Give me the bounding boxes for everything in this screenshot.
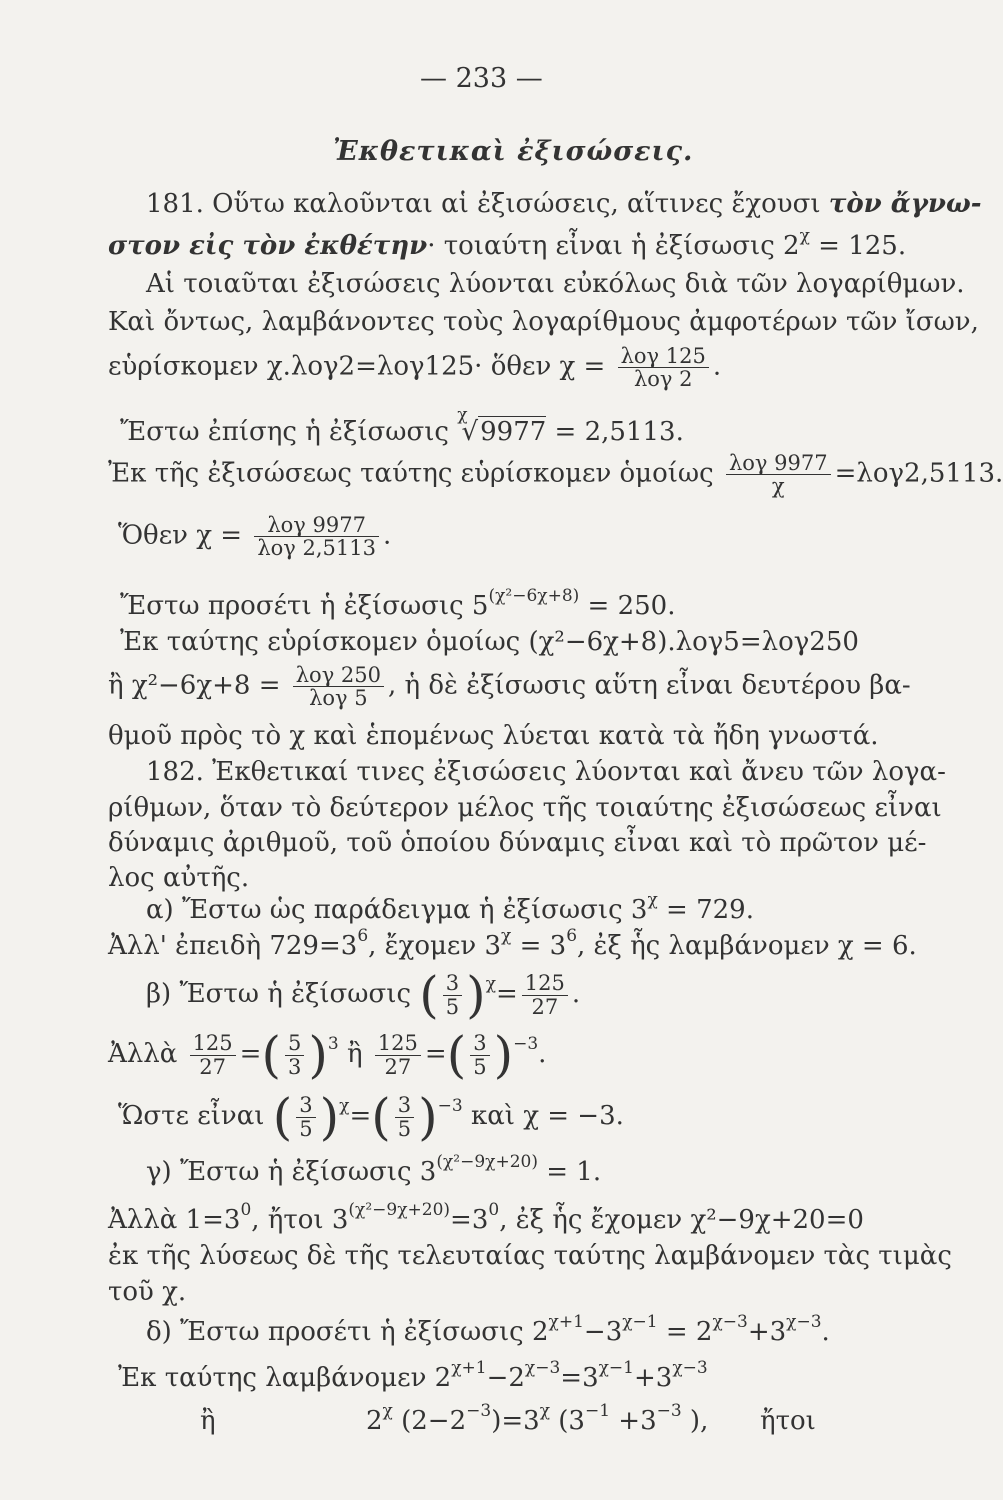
paragraph-182-line-4: λος αὐτῆς. (108, 863, 250, 893)
paragraph-182-line-1: 182. Ἐκθετικαί τινες ἐξισώσεις λύονται καὶ ἄνευ τῶν λογα- (146, 757, 946, 787)
example-b-line-2: Ἀλλὰ $\frac{125}{27}$ =( $\frac{5}{3}$ )$^3$ ἢ $\frac{125}{27}$ =( $\frac{3}{5}$ )$^{-3}$. (108, 1026, 547, 1084)
example-d-line-3c: ἤτοι (760, 1406, 816, 1436)
fraction: $\frac{125}{27}$ (190, 1032, 236, 1077)
fraction: $\frac{125}{27}$ (522, 972, 568, 1017)
paragraph-181-line-5: εὑρίσκομεν χ.λογ2=λογ125· ὅθεν χ = λογ 125 λογ 2 . (108, 344, 722, 392)
fraction: $\frac{3}{5}$ (296, 1094, 315, 1139)
fraction: λογ 250 λογ 5 (293, 664, 384, 709)
example-d-line-3b: $2^\chi$ $(2-2^{-3})=3^\chi$ ($3^{-1} +3^{-3}$ ), (366, 1401, 709, 1436)
example-c-line-1: γ) Ἔστω ἡ ἐξίσωσις $3^{(\chi^2-9\chi+20)} = 1$. (146, 1152, 602, 1187)
equation-log-2: Ὅθεν χ = λογ 9977 λογ 2,5113 . (118, 513, 392, 561)
fraction: $\frac{3}{5}$ (395, 1094, 414, 1139)
equation-root: Ἔστω ἐπίσης ἡ ἐξίσωσις $^\chi$√9977 = 2,5113. (120, 405, 684, 447)
paragraph-181-line-2: στον εἰς τὸν ἐκθέτην· τοιαύτη εἶναι ἡ ἐξίσωσις $2^\chi = 125$. (108, 226, 907, 261)
section-title: Ἐκθετικαὶ ἐξισώσεις. (333, 136, 694, 167)
fraction: $\frac{5}{3}$ (285, 1032, 304, 1077)
paragraph-181-line-3: Αἱ τοιαῦται ἐξισώσεις λύονται εὐκόλως διὰ τῶν λογαρίθμων. (146, 269, 965, 299)
equation-5-power: Ἔστω προσέτι ἡ ἐξίσωσις $5^{(\chi^2-6\chi+8)} = 250$. (120, 586, 676, 621)
equation-log-1: Ἐκ τῆς ἐξισώσεως ταύτης εὑρίσκομεν ὁμοίως λογ 9977 χ =λογ2,5113. (108, 451, 1003, 499)
fraction: $\frac{3}{5}$ (470, 1032, 489, 1077)
example-b-line-1: β) Ἔστω ἡ ἐξίσωσις ( $\frac{3}{5}$ )$^\chi$= $\frac{125}{27}$ . (146, 966, 581, 1024)
fraction: $\frac{3}{5}$ (443, 972, 462, 1017)
example-c-line-2: Ἀλλὰ $1=3^0$, ἤτοι $3^{(\chi^2-9\chi+20)}=3^0$, ἐξ ἧς ἔχομεν χ²−9χ+20=0 (108, 1200, 864, 1235)
example-b-line-3: Ὥστε εἶναι ( $\frac{3}{5}$ )$^\chi$=( $\frac{3}{5}$ )$^{-3}$ καὶ χ = −3. (118, 1088, 624, 1146)
text-line: θμοῦ πρὸς τὸ χ καὶ ἑπομένως λύεται κατὰ τὰ ἤδη γνωστά. (108, 721, 879, 751)
text-line: ἢ χ²−6χ+8 = λογ 250 λογ 5 , ἡ δὲ ἐξίσωσις αὕτη εἶναι δευτέρου βα- (108, 663, 911, 711)
example-d-line-2: Ἐκ ταύτης λαμβάνομεν $2^{\chi+1}-2^{\chi-3}=3^{\chi-1}+3^{\chi-3}$ (118, 1358, 708, 1393)
example-d-line-3a: ἢ (200, 1406, 216, 1436)
fraction: λογ 9977 λογ 2,5113 (254, 514, 379, 559)
example-a-line-1: α) Ἔστω ὡς παράδειγμα ἡ ἐξίσωσις $3^\chi = 729$. (146, 890, 754, 925)
fraction: λογ 9977 χ (726, 452, 831, 497)
paragraph-181-line-4: Καὶ ὄντως, λαμβάνοντες τοὺς λογαρίθμους ἀμφοτέρων τῶν ἴσων, (108, 307, 979, 337)
example-c-line-4: τοῦ χ. (108, 1277, 187, 1307)
text-line: Ἐκ ταύτης εὑρίσκομεν ὁμοίως (χ²−6χ+8).λογ5=λογ250 (120, 627, 859, 657)
paragraph-181-line-1: 181. Οὕτω καλοῦνται αἱ ἐξισώσεις, αἵτινες ἔχουσι τὸν ἄγνω- (146, 189, 982, 219)
example-a-line-2: Ἀλλ' ἐπειδὴ $729=3^6$, ἔχομεν $3^\chi = 3^6$, ἐξ ἧς λαμβάνομεν χ = 6. (108, 926, 917, 961)
fraction: λογ 125 λογ 2 (618, 345, 709, 390)
paragraph-182-line-2: ρίθμων, ὅταν τὸ δεύτερον μέλος τῆς τοιαύτης ἐξισώσεως εἶναι (108, 793, 942, 823)
paragraph-182-line-3: δύναμις ἀριθμοῦ, τοῦ ὁποίου δύναμις εἶναι καὶ τὸ πρῶτον μέ- (108, 828, 927, 858)
fraction: $\frac{125}{27}$ (375, 1032, 421, 1077)
page-number: — 233 — (420, 63, 543, 94)
example-d-line-1: δ) Ἔστω προσέτι ἡ ἐξίσωσις $2^{\chi+1}-3^{\chi-1} = 2^{\chi-3}+3^{\chi-3}$. (146, 1312, 830, 1347)
example-c-line-3: ἐκ τῆς λύσεως δὲ τῆς τελευταίας ταύτης λαμβάνομεν τὰς τιμὰς (108, 1241, 952, 1271)
